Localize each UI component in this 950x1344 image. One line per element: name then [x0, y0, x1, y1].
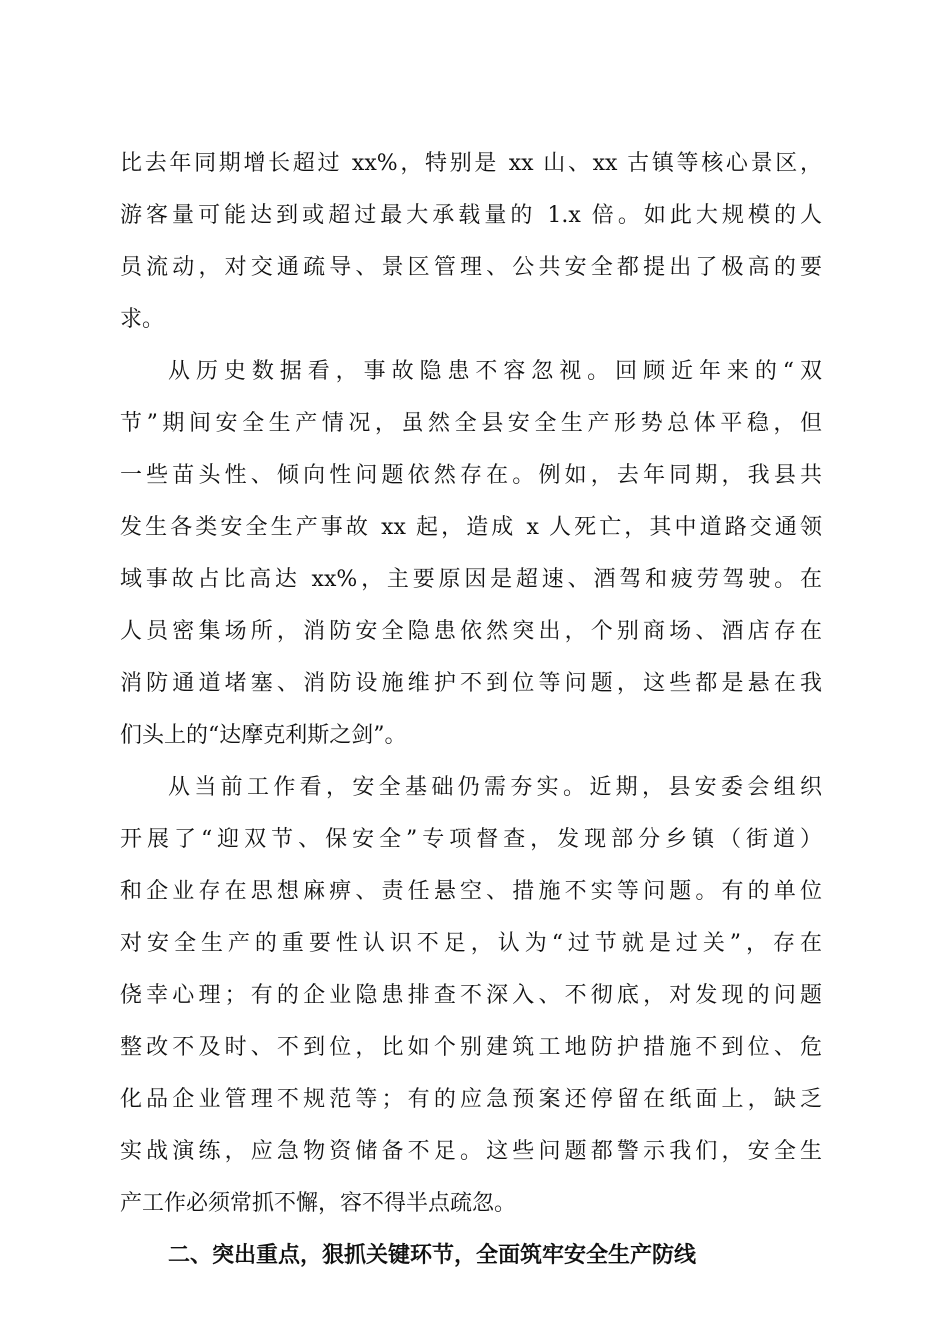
text-line: 们头上的“达摩克利斯之剑”。 — [120, 723, 407, 748]
paragraph-historical-data — [120, 346, 822, 762]
text-line: 域事故占比高达 xx%，主要原因是超速、酒驾和疲劳驾驶。在 — [120, 567, 822, 592]
text-line: 求。 — [120, 307, 165, 332]
text-line: 比去年同期增长超过 xx%，特别是 xx 山、xx 古镇等核心景区， — [120, 151, 822, 176]
text-line: 员流动，对交通疏导、景区管理、公共安全都提出了极高的要 — [120, 255, 822, 280]
text-line: 消防通道堵塞、消防设施维护不到位等问题，这些都是悬在我 — [120, 671, 822, 696]
document-page — [120, 138, 822, 1282]
paragraph-current-work — [120, 762, 822, 1230]
text-line: 产工作必须常抓不懈，容不得半点疏忽。 — [120, 1191, 517, 1216]
text-line: 整改不及时、不到位，比如个别建筑工地防护措施不到位、危 — [120, 1035, 822, 1060]
text-line: 化品企业管理不规范等；有的应急预案还停留在纸面上，缺乏 — [120, 1087, 822, 1112]
paragraph-visitor-flow — [120, 138, 822, 346]
section-heading: 二、突出重点，狠抓关键环节，全面筑牢安全生产防线 — [168, 1243, 697, 1268]
text-line: 实战演练，应急物资储备不足。这些问题都警示我们，安全生 — [120, 1139, 822, 1164]
text-line: 和企业存在思想麻痹、责任悬空、措施不实等问题。有的单位 — [120, 879, 822, 904]
text-line: 从当前工作看，安全基础仍需夯实。近期，县安委会组织 — [168, 775, 822, 800]
text-line: 对安全生产的重要性认识不足，认为“过节就是过关”，存在 — [120, 931, 822, 956]
text-line: 侥幸心理；有的企业隐患排查不深入、不彻底，对发现的问题 — [120, 983, 822, 1008]
text-line: 从历史数据看，事故隐患不容忽视。回顾近年来的“双 — [168, 359, 822, 384]
text-line: 游客量可能达到或超过最大承载量的 1.x 倍。如此大规模的人 — [120, 203, 822, 228]
text-line: 一些苗头性、倾向性问题依然存在。例如，去年同期，我县共 — [120, 463, 822, 488]
text-line: 人员密集场所，消防安全隐患依然突出，个别商场、酒店存在 — [120, 619, 822, 644]
text-line: 发生各类安全生产事故 xx 起，造成 x 人死亡，其中道路交通领 — [120, 515, 822, 540]
text-line: 节”期间安全生产情况，虽然全县安全生产形势总体平稳，但 — [120, 411, 822, 436]
text-line: 开展了“迎双节、保安全”专项督查，发现部分乡镇（街道） — [120, 827, 822, 852]
